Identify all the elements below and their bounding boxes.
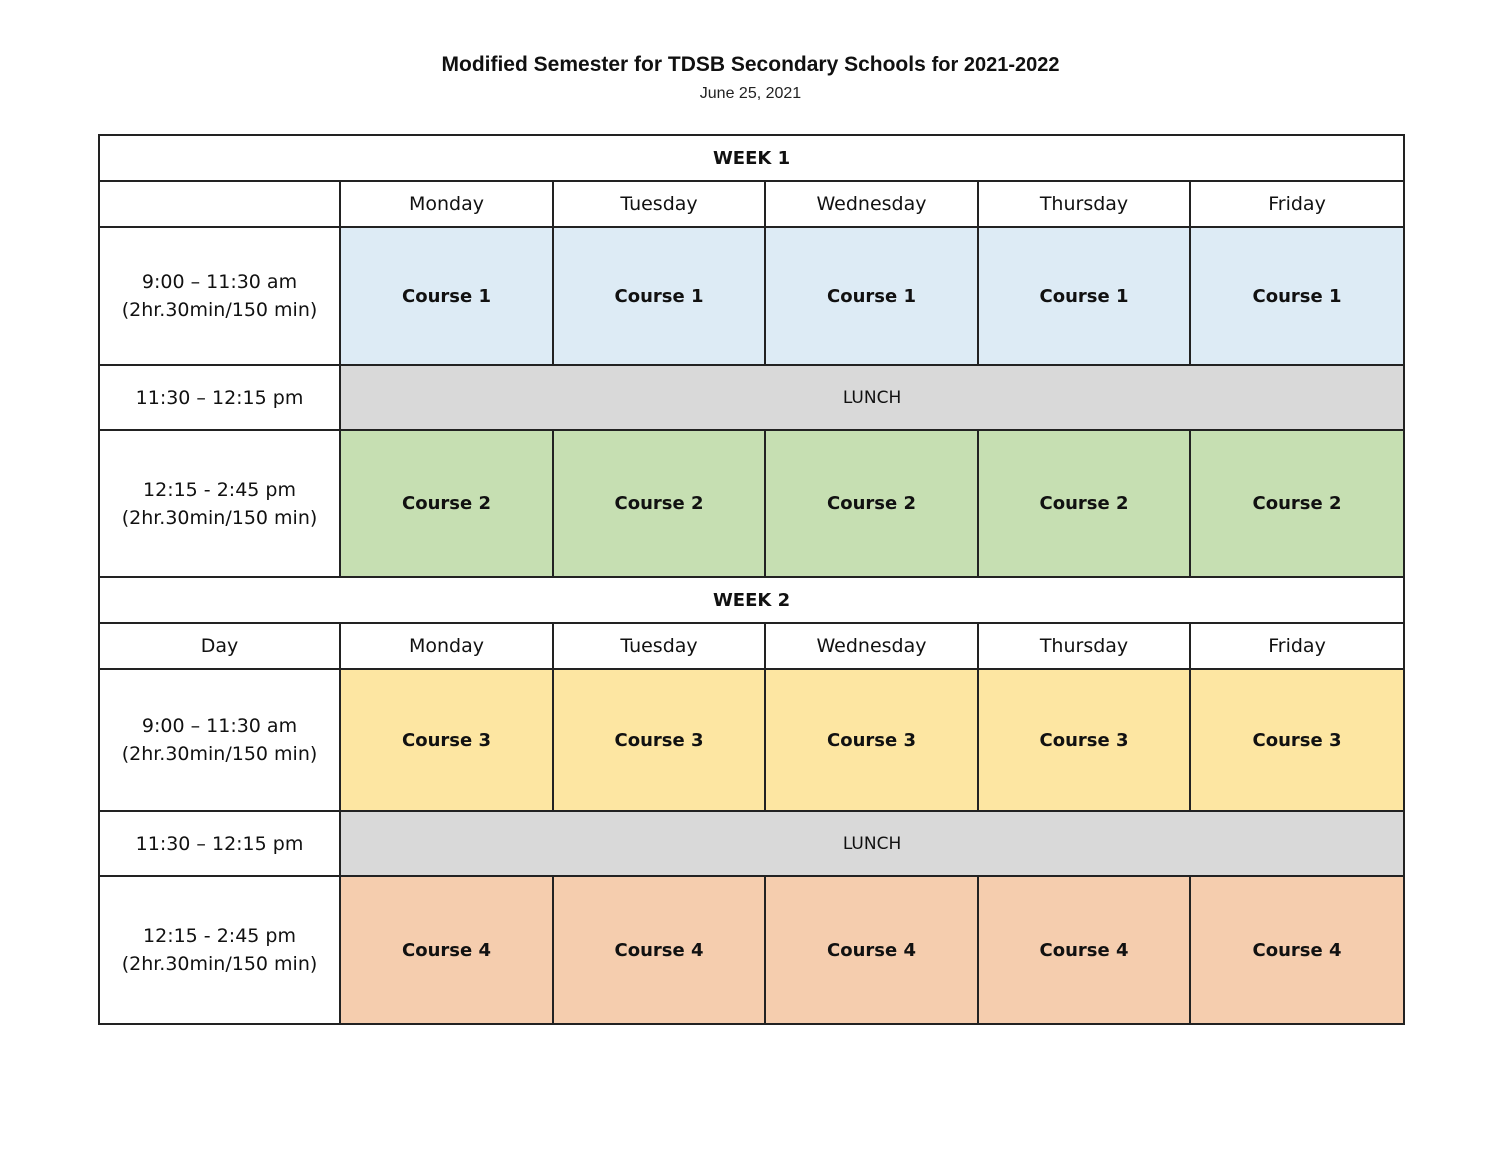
title-year: for 2021-2022 bbox=[931, 54, 1060, 76]
course-cell: Course 3 bbox=[1190, 669, 1404, 811]
week1-lunch-cell: LUNCH bbox=[340, 365, 1404, 430]
week1-lunch-time: 11:30 – 12:15 pm bbox=[99, 365, 340, 430]
course-cell: Course 4 bbox=[765, 876, 978, 1024]
week1-morning-row bbox=[99, 227, 1404, 365]
week2-day-monday: Monday bbox=[340, 623, 553, 669]
week2-day-wednesday: Wednesday bbox=[765, 623, 978, 669]
week2-lunch-row bbox=[99, 811, 1404, 876]
week1-day-friday: Friday bbox=[1190, 181, 1404, 227]
week2-morning-time bbox=[99, 669, 340, 811]
course-cell: Course 2 bbox=[978, 430, 1190, 577]
course-cell: Course 2 bbox=[340, 430, 553, 577]
time-duration: (2hr.30min/150 min) bbox=[121, 299, 318, 321]
course-cell: Course 4 bbox=[340, 876, 553, 1024]
week1-lunch-row bbox=[99, 365, 1404, 430]
schedule-table bbox=[98, 134, 1405, 1025]
document-title bbox=[0, 53, 1501, 77]
week1-label: WEEK 1 bbox=[99, 135, 1404, 181]
week1-header-row bbox=[99, 135, 1404, 181]
course-cell: Course 1 bbox=[978, 227, 1190, 365]
week2-label: WEEK 2 bbox=[99, 577, 1404, 623]
course-cell: Course 4 bbox=[978, 876, 1190, 1024]
week1-morning-time bbox=[99, 227, 340, 365]
time-duration: (2hr.30min/150 min) bbox=[121, 953, 318, 975]
week2-corner-cell: Day bbox=[99, 623, 340, 669]
time-range: 9:00 – 11:30 am bbox=[141, 271, 298, 293]
week1-day-thursday: Thursday bbox=[978, 181, 1190, 227]
week1-day-tuesday: Tuesday bbox=[553, 181, 765, 227]
week2-day-friday: Friday bbox=[1190, 623, 1404, 669]
time-duration: (2hr.30min/150 min) bbox=[121, 743, 318, 765]
week2-lunch-time: 11:30 – 12:15 pm bbox=[99, 811, 340, 876]
week2-day-tuesday: Tuesday bbox=[553, 623, 765, 669]
course-cell: Course 1 bbox=[1190, 227, 1404, 365]
week1-corner-cell bbox=[99, 181, 340, 227]
course-cell: Course 2 bbox=[1190, 430, 1404, 577]
title-main: Modified Semester for TDSB Secondary Schools bbox=[441, 53, 926, 76]
course-cell: Course 3 bbox=[765, 669, 978, 811]
time-range: 9:00 – 11:30 am bbox=[141, 715, 298, 737]
course-cell: Course 3 bbox=[553, 669, 765, 811]
course-cell: Course 4 bbox=[1190, 876, 1404, 1024]
time-duration: (2hr.30min/150 min) bbox=[121, 506, 318, 529]
time-range: 12:15 - 2:45 pm bbox=[143, 478, 296, 501]
course-cell: Course 3 bbox=[978, 669, 1190, 811]
course-cell: Course 2 bbox=[765, 430, 978, 577]
week1-day-row bbox=[99, 181, 1404, 227]
week1-day-wednesday: Wednesday bbox=[765, 181, 978, 227]
week2-header-row bbox=[99, 577, 1404, 623]
week2-day-thursday: Thursday bbox=[978, 623, 1190, 669]
course-cell: Course 1 bbox=[340, 227, 553, 365]
week2-afternoon-time bbox=[99, 876, 340, 1024]
course-cell: Course 1 bbox=[765, 227, 978, 365]
course-cell: Course 2 bbox=[553, 430, 765, 577]
week1-afternoon-time bbox=[99, 430, 340, 577]
week2-morning-row bbox=[99, 669, 1404, 811]
time-range: 12:15 - 2:45 pm bbox=[143, 925, 296, 947]
week2-lunch-cell: LUNCH bbox=[340, 811, 1404, 876]
document-date: June 25, 2021 bbox=[699, 85, 802, 102]
course-cell: Course 3 bbox=[340, 669, 553, 811]
course-cell: Course 1 bbox=[553, 227, 765, 365]
course-cell: Course 4 bbox=[553, 876, 765, 1024]
week1-afternoon-row bbox=[99, 430, 1404, 577]
week2-afternoon-row bbox=[99, 876, 1404, 1024]
week2-day-row bbox=[99, 623, 1404, 669]
week1-day-monday: Monday bbox=[340, 181, 553, 227]
